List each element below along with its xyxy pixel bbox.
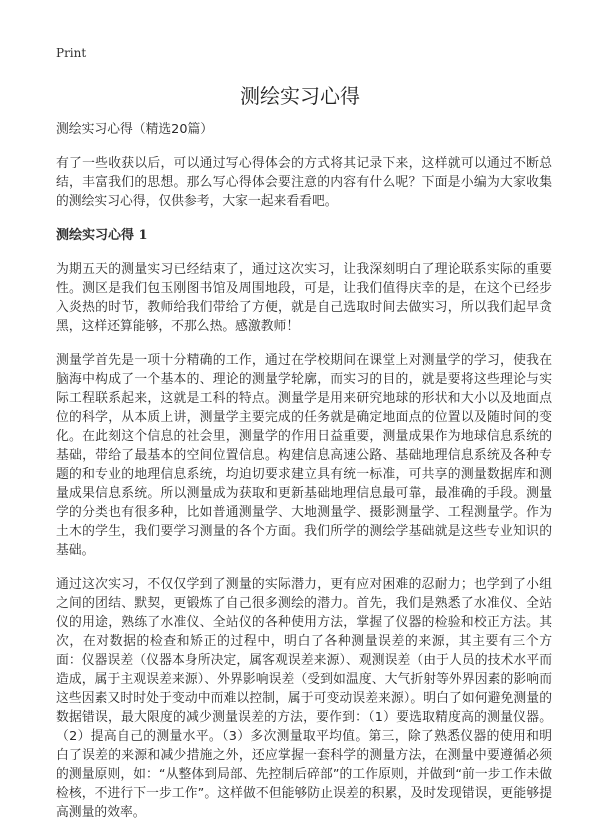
section-heading: 测绘实习心得 1 bbox=[56, 228, 148, 243]
body-paragraph: 通过这次实习，不仅仅学到了测量的实际潜力，更有应对困难的忍耐力；也学到了小组之间的团结、默契，更锻炼了自己很多测绘的潜力。首先，我们是熟悉了水准仪、全站仪的用途，熟练了水准仪、全站仪的各种使用方法，掌握了仪器的检验和校正方法。其次，在对数据的检查和矫正的过程中，明白了各种测量误差的来源，其主要有三个方面：仪器误差（仪器本身所决定，属客观误差来源）、观测误差（由于人员的技术水平而造成，属于主观误差来源）、外界影响误差（受到如温度、大气折射等外界因素的影响而这些因素又时时处于变动中而难以控制，属于可变动误差来源）。明白了如何避免测量的数据错误，最大限度的减少测量误差的方法，要作到：（1）要选取精度高的测量仪器。（2）提高自己的测量水平。（3）多次测量取平均值。第三，除了熟悉仪器的使用和明白了误差的来源和减少措施之外，还应掌握一套科学的测量方法，在测量中要遵循必须的测量原则，如：“从整体到局部、先控制后碎部”的工作原则，并做到“前一步工作未做检核，不进行下一步工作”。这样做不但能够防止误差的积累，及时发现错误，更能够提高测量的效率。 bbox=[56, 577, 552, 820]
body-paragraph: 为期五天的测量实习已经结束了，通过这次实习，让我深刻明白了理论联系实际的重要性。测区是我们包玉刚图书馆及周围地段，可是，让我们值得庆幸的是，在这个已经步入炎热的时节，教师给我们带给了方便，就是自己选取时间去做实习，所以我们起早贪黑，这样还算能够，不那么热。感激教师！ bbox=[56, 262, 552, 334]
print-link[interactable]: Print bbox=[56, 46, 87, 60]
article-subtitle: 测绘实习心得（精选20篇） bbox=[56, 122, 214, 137]
page-title: 测绘实习心得 bbox=[240, 84, 360, 108]
article-body bbox=[56, 120, 552, 837]
body-paragraph: 测量学首先是一项十分精确的工作，通过在学校期间在课堂上对测量学的学习，使我在脑海中构成了一个基本的、理论的测量学轮廓，而实习的目的，就是要将这些理论与实际工程联系起来，这就是工科的特点。测量学是用来研究地球的形状和大小以及地面点位的科学，从本质上讲，测量学主要完成的任务就是确定地面点的位置以及随时间的变化。在此刻这个信息的社会里，测量学的作用日益重要，测量成果作为地球信息系统的基础，带给了最基本的空间位置信息。构建信息高速公路、基础地理信息系统及各种专题的和专业的地理信息系统，均迫切要求建立具有统一标准，可共享的测量数据库和测量成果信息系统。所以测量成为获取和更新基础地理信息最可靠，最准确的手段。测量学的分类也有很多种，比如普通测量学、大地测量学、摄影测量学、工程测量学。作为土木的学生，我们要学习测量的各个方面。我们所学的测绘学基础就是这些专业知识的基础。 bbox=[56, 353, 552, 558]
intro-paragraph: 有了一些收获以后，可以通过写心得体会的方式将其记录下来，这样就可以通过不断总结，丰富我们的思想。那么写心得体会要注意的内容有什么呢？下面是小编为大家收集的测绘实习心得，仅供参考，大家一起来看看吧。 bbox=[56, 156, 552, 209]
